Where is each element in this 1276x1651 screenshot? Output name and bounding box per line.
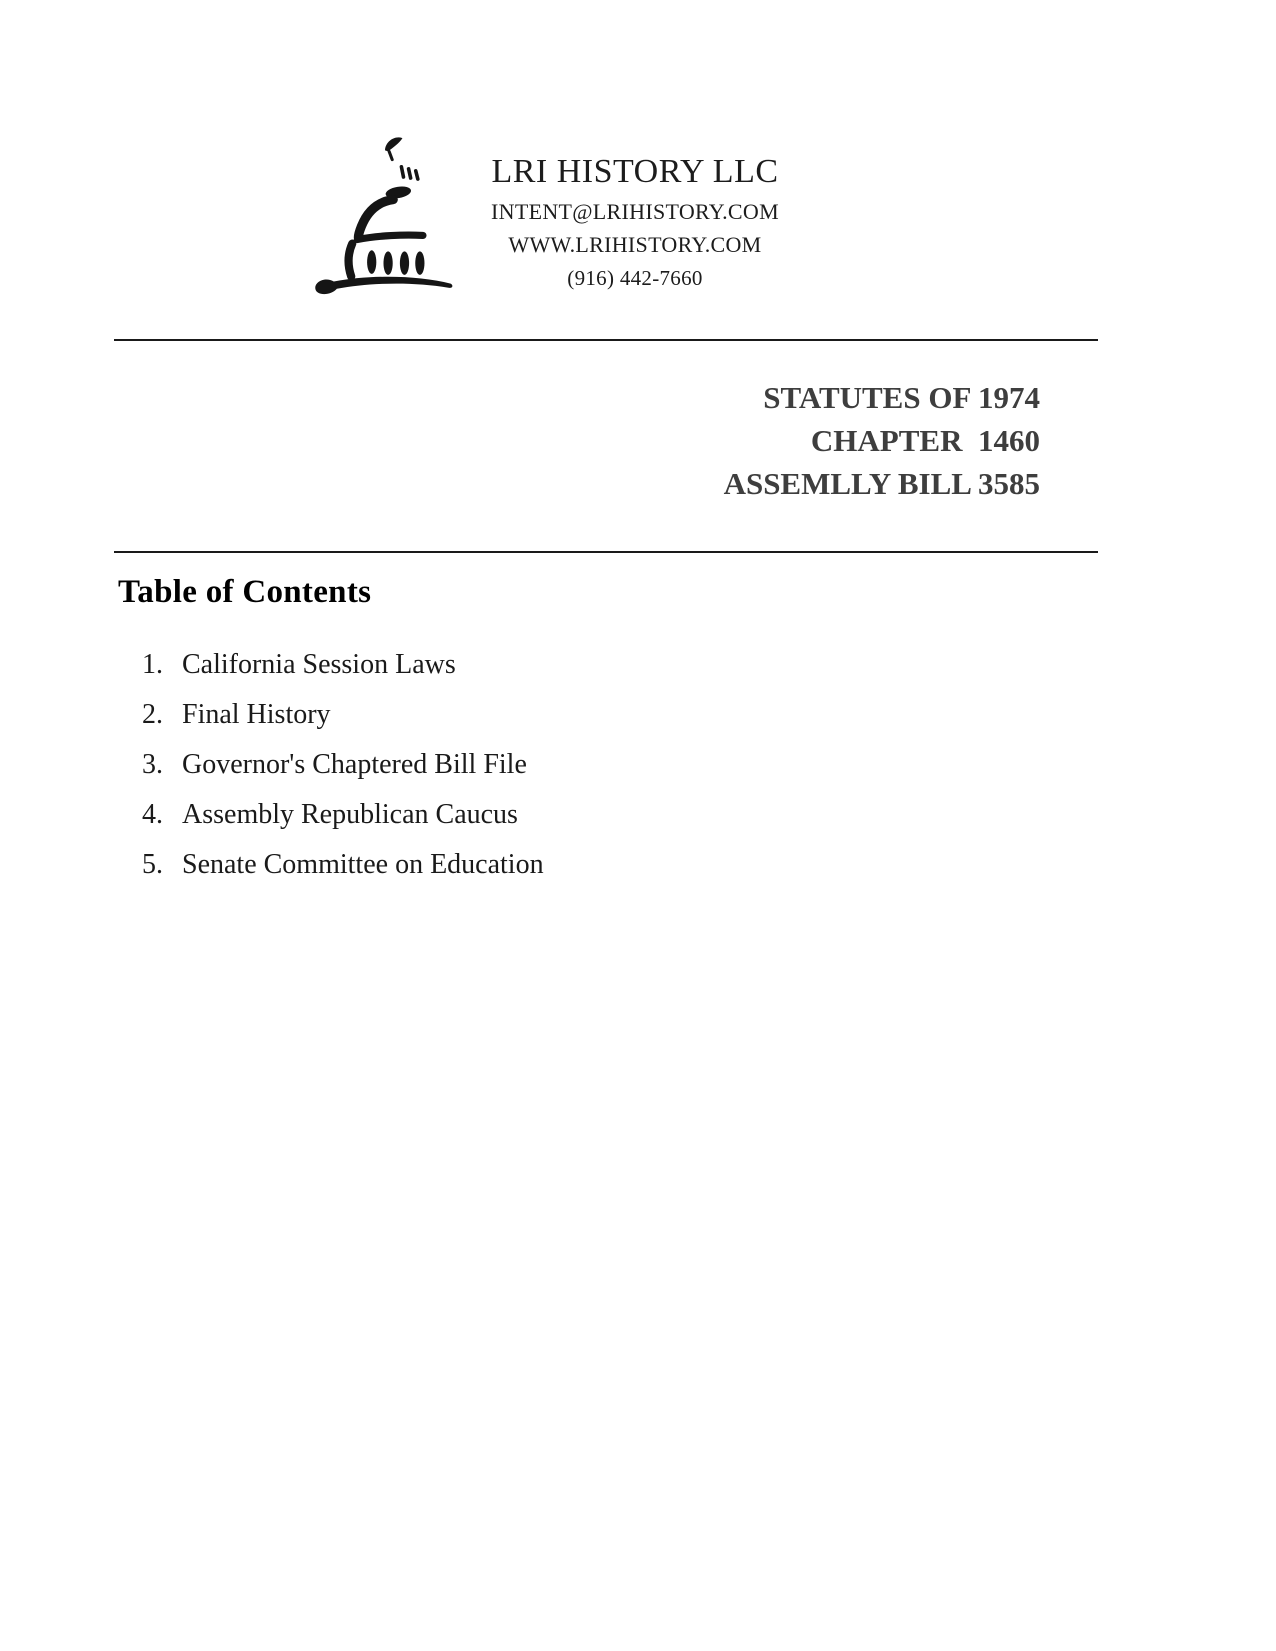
toc-heading: Table of Contents	[118, 574, 372, 610]
company-name: LRI HISTORY LLC	[491, 153, 779, 190]
toc-item-number: 4.	[142, 799, 163, 830]
toc-item-number: 1.	[142, 649, 163, 680]
statutes-title-block	[114, 376, 1040, 505]
letterhead	[450, 152, 820, 291]
toc-list	[142, 648, 842, 898]
divider-top	[114, 339, 1098, 341]
toc-item-number: 2.	[142, 699, 163, 730]
capitol-dome-icon	[306, 134, 462, 300]
toc-item-number: 3.	[142, 749, 163, 780]
toc-item	[142, 648, 842, 682]
chapter-line: CHAPTER 1460	[810, 423, 1040, 458]
company-phone: (916) 442-7660	[567, 266, 703, 290]
toc-item	[142, 698, 842, 732]
toc-item	[142, 748, 842, 782]
divider-bottom	[114, 551, 1098, 553]
toc-item-label: Assembly Republican Caucus	[182, 799, 518, 830]
statutes-line: STATUTES OF 1974	[763, 380, 1040, 415]
toc-item-label: Senate Committee on Education	[182, 849, 544, 880]
toc-item	[142, 798, 842, 832]
company-website: WWW.LRIHISTORY.COM	[508, 232, 762, 257]
toc-item-label: Governor's Chaptered Bill File	[182, 749, 527, 780]
company-email: INTENT@LRIHISTORY.COM	[491, 199, 779, 224]
toc-item-number: 5.	[142, 849, 163, 880]
toc-item-label: Final History	[182, 699, 331, 730]
toc-item-label: California Session Laws	[182, 649, 456, 680]
toc-item	[142, 848, 842, 882]
assembly-bill-line: ASSEMLLY BILL 3585	[723, 466, 1040, 501]
